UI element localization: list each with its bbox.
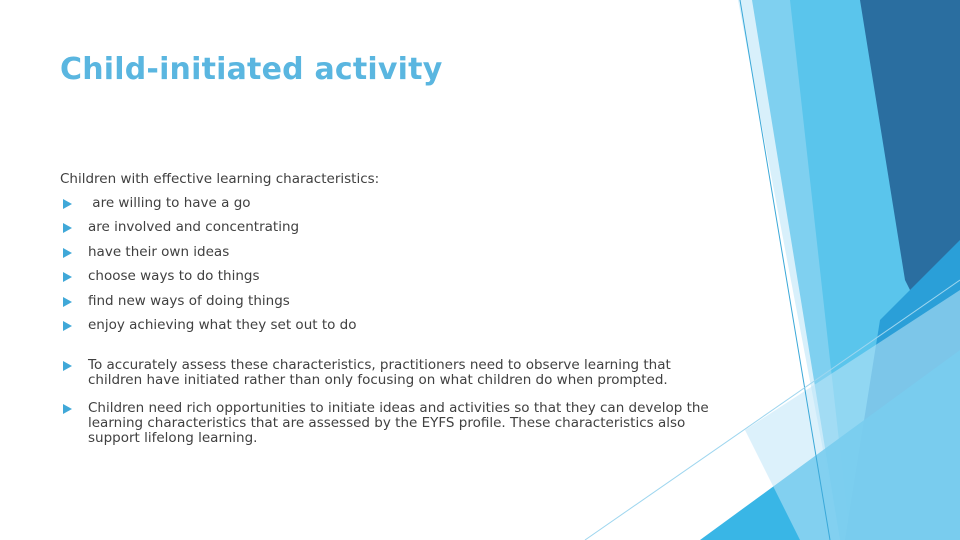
triangle-bullet-icon [63, 223, 72, 233]
triangle-bullet-icon [63, 361, 72, 371]
triangle-bullet-icon [63, 199, 72, 209]
list-item-text: Children need rich opportunities to initiate ideas and activities so that they can develop the learning characteristics that are assessed by the EYFS profile. These characteristics also support lifelong learning. [88, 400, 709, 447]
slide-title: Child-initiated activity [60, 52, 443, 87]
triangle-bullet-icon [63, 404, 72, 414]
list-item-text: are involved and concentrating [88, 219, 300, 236]
intro-text: Children with effective learning characteristics: [60, 171, 380, 187]
list-item-text: choose ways to do things [88, 268, 260, 285]
list-item-text: are willing to have a go [88, 195, 251, 211]
triangle-bullet-icon [63, 272, 72, 282]
list-item-text: To accurately assess these characteristics, practitioners need to observe learning that children have initiated rather than only focusing on what children do when prompted. [88, 357, 671, 389]
list-item-text: enjoy achieving what they set out to do [88, 316, 357, 333]
triangle-bullet-icon [63, 321, 72, 331]
triangle-bullet-icon [63, 248, 72, 258]
list-item [60, 294, 720, 318]
list-item [60, 358, 720, 388]
list-item [60, 318, 720, 342]
list-item-text: have their own ideas [88, 243, 230, 260]
list-item-text: find new ways of doing things [88, 292, 290, 309]
list-item [60, 196, 720, 220]
list-item [60, 269, 720, 293]
bullet-list [60, 196, 720, 446]
list-item [60, 245, 720, 269]
list-item [60, 401, 720, 446]
list-item [60, 220, 720, 244]
triangle-bullet-icon [63, 297, 72, 307]
